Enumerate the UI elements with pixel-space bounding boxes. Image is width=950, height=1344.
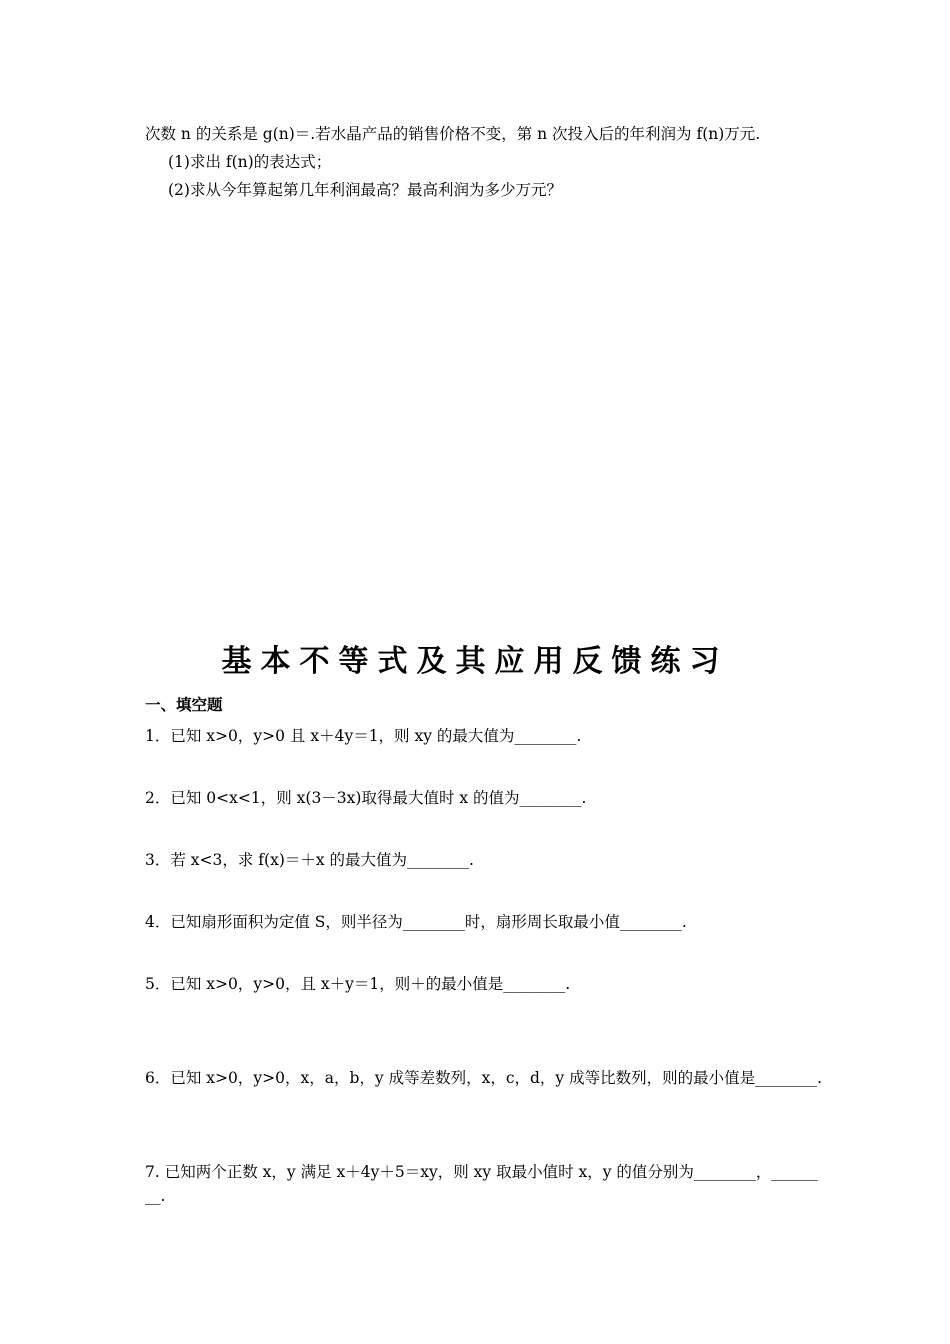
problem-1: 1．已知 x>0，y>0 且 x＋4y＝1，则 xy 的最大值为________. [145, 727, 582, 745]
intro-question-1: (1)求出 f(n)的表达式； [168, 153, 332, 171]
problem-4: 4．已知扇形面积为定值 S，则半径为________时，扇形周长取最小值________. [145, 913, 687, 931]
page-title: 基本不等式及其应用反馈练习 [221, 644, 729, 679]
problem-7: 7. 已知两个正数 x，y 满足 x＋4y＋5＝xy，则 xy 取最小值时 x，y 的值分别为________，______ [145, 1163, 818, 1181]
intro-text-line: 次数 n 的关系是 g(n)＝.若水晶产品的销售价格不变，第 n 次投入后的年利润为 f(n)万元. [145, 125, 761, 143]
problem-2: 2．已知 0<x<1，则 x(3－3x)取得最大值时 x 的值为________. [145, 789, 587, 807]
problem-3: 3．若 x<3，求 f(x)＝＋x 的最大值为________. [145, 851, 474, 869]
problem-7-continuation: __. [145, 1187, 166, 1205]
problem-6: 6．已知 x>0，y>0，x，a，b，y 成等差数列，x，c，d，y 成等比数列，则的最小值是________. [145, 1069, 823, 1087]
problem-5: 5．已知 x>0，y>0，且 x＋y＝1，则＋的最小值是________. [145, 975, 571, 993]
section-heading: 一、填空题 [145, 696, 223, 714]
intro-question-2: (2)求从今年算起第几年利润最高？最高利润为多少万元？ [168, 181, 562, 199]
